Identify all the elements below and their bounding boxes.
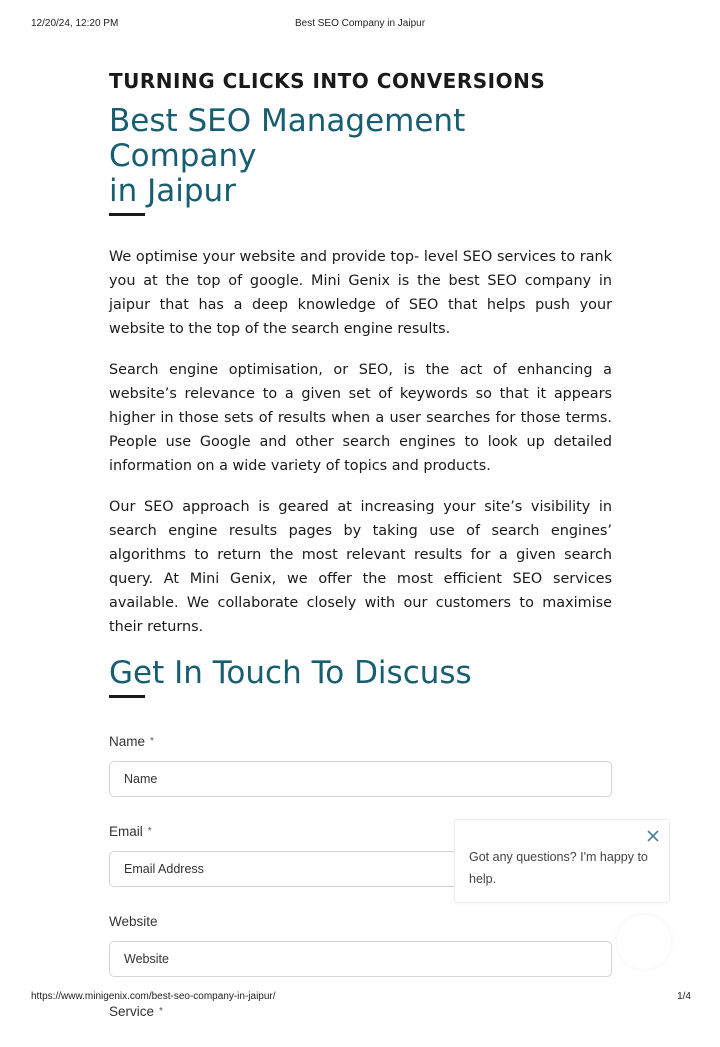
required-mark: * <box>150 736 154 747</box>
chat-launcher-button[interactable] <box>617 915 671 969</box>
page-title-line2: in Jaipur <box>109 173 236 209</box>
page-title <box>109 104 612 209</box>
name-label-text: Name <box>109 734 146 749</box>
required-mark: * <box>147 826 152 837</box>
website-input[interactable]: Website <box>109 941 612 977</box>
seo-approach-paragraph: Our SEO approach is geared at increasing your site’s visibility in search engine results pages by taking use of search engines’ algorithms to return the most relevant results for a given search query. At Mini Genix, we offer the most efficient SEO services available. We collaborate closely with our customers to maximise their returns. <box>109 499 612 635</box>
title-underline <box>109 213 145 216</box>
chat-popup <box>454 819 670 903</box>
service-label-text: Service <box>109 1004 155 1019</box>
name-input[interactable]: Name <box>109 761 612 797</box>
contact-heading: Get In Touch To Discuss <box>109 655 472 691</box>
website-field-group <box>109 912 612 977</box>
website-label: Website <box>109 914 158 929</box>
page-title-line1: Best SEO Management Company <box>109 103 466 174</box>
required-mark: * <box>159 1006 163 1017</box>
eyebrow-heading: TURNING CLICKS INTO CONVERSIONS <box>109 69 546 93</box>
close-icon[interactable] <box>645 828 661 844</box>
print-url: https://www.minigenix.com/best-seo-company-in-jaipur/ <box>31 991 276 1002</box>
name-field-group <box>109 732 612 797</box>
print-page-number: 1/4 <box>677 991 691 1002</box>
email-label-text: Email <box>109 824 143 839</box>
print-footer <box>0 991 720 1005</box>
intro-paragraph: We optimise your website and provide top- level SEO services to rank you at the top of google. Mini Genix is the best SEO company in jaipur that has a deep knowledge of SEO that helps push your website to the top of the search engine results. <box>109 249 612 337</box>
service-field-group <box>109 1002 612 1022</box>
chat-message: Got any questions? I'm happy to help. <box>469 850 648 886</box>
name-label <box>109 732 612 752</box>
email-input[interactable]: Email Address <box>109 851 612 887</box>
print-title: Best SEO Company in Jaipur <box>294 18 426 29</box>
seo-definition-paragraph: Search engine optimisation, or SEO, is the act of enhancing a website’s relevance to a given set of keywords so that it appears higher in those sets of results when a user searches for those terms. People use Google and other search engines to look up detailed information on a wide variety of topics and products. <box>109 362 612 474</box>
print-datetime: 12/20/24, 12:20 PM <box>31 18 119 29</box>
service-label <box>109 1002 612 1022</box>
print-header <box>0 18 720 32</box>
contact-heading-underline <box>109 695 145 698</box>
